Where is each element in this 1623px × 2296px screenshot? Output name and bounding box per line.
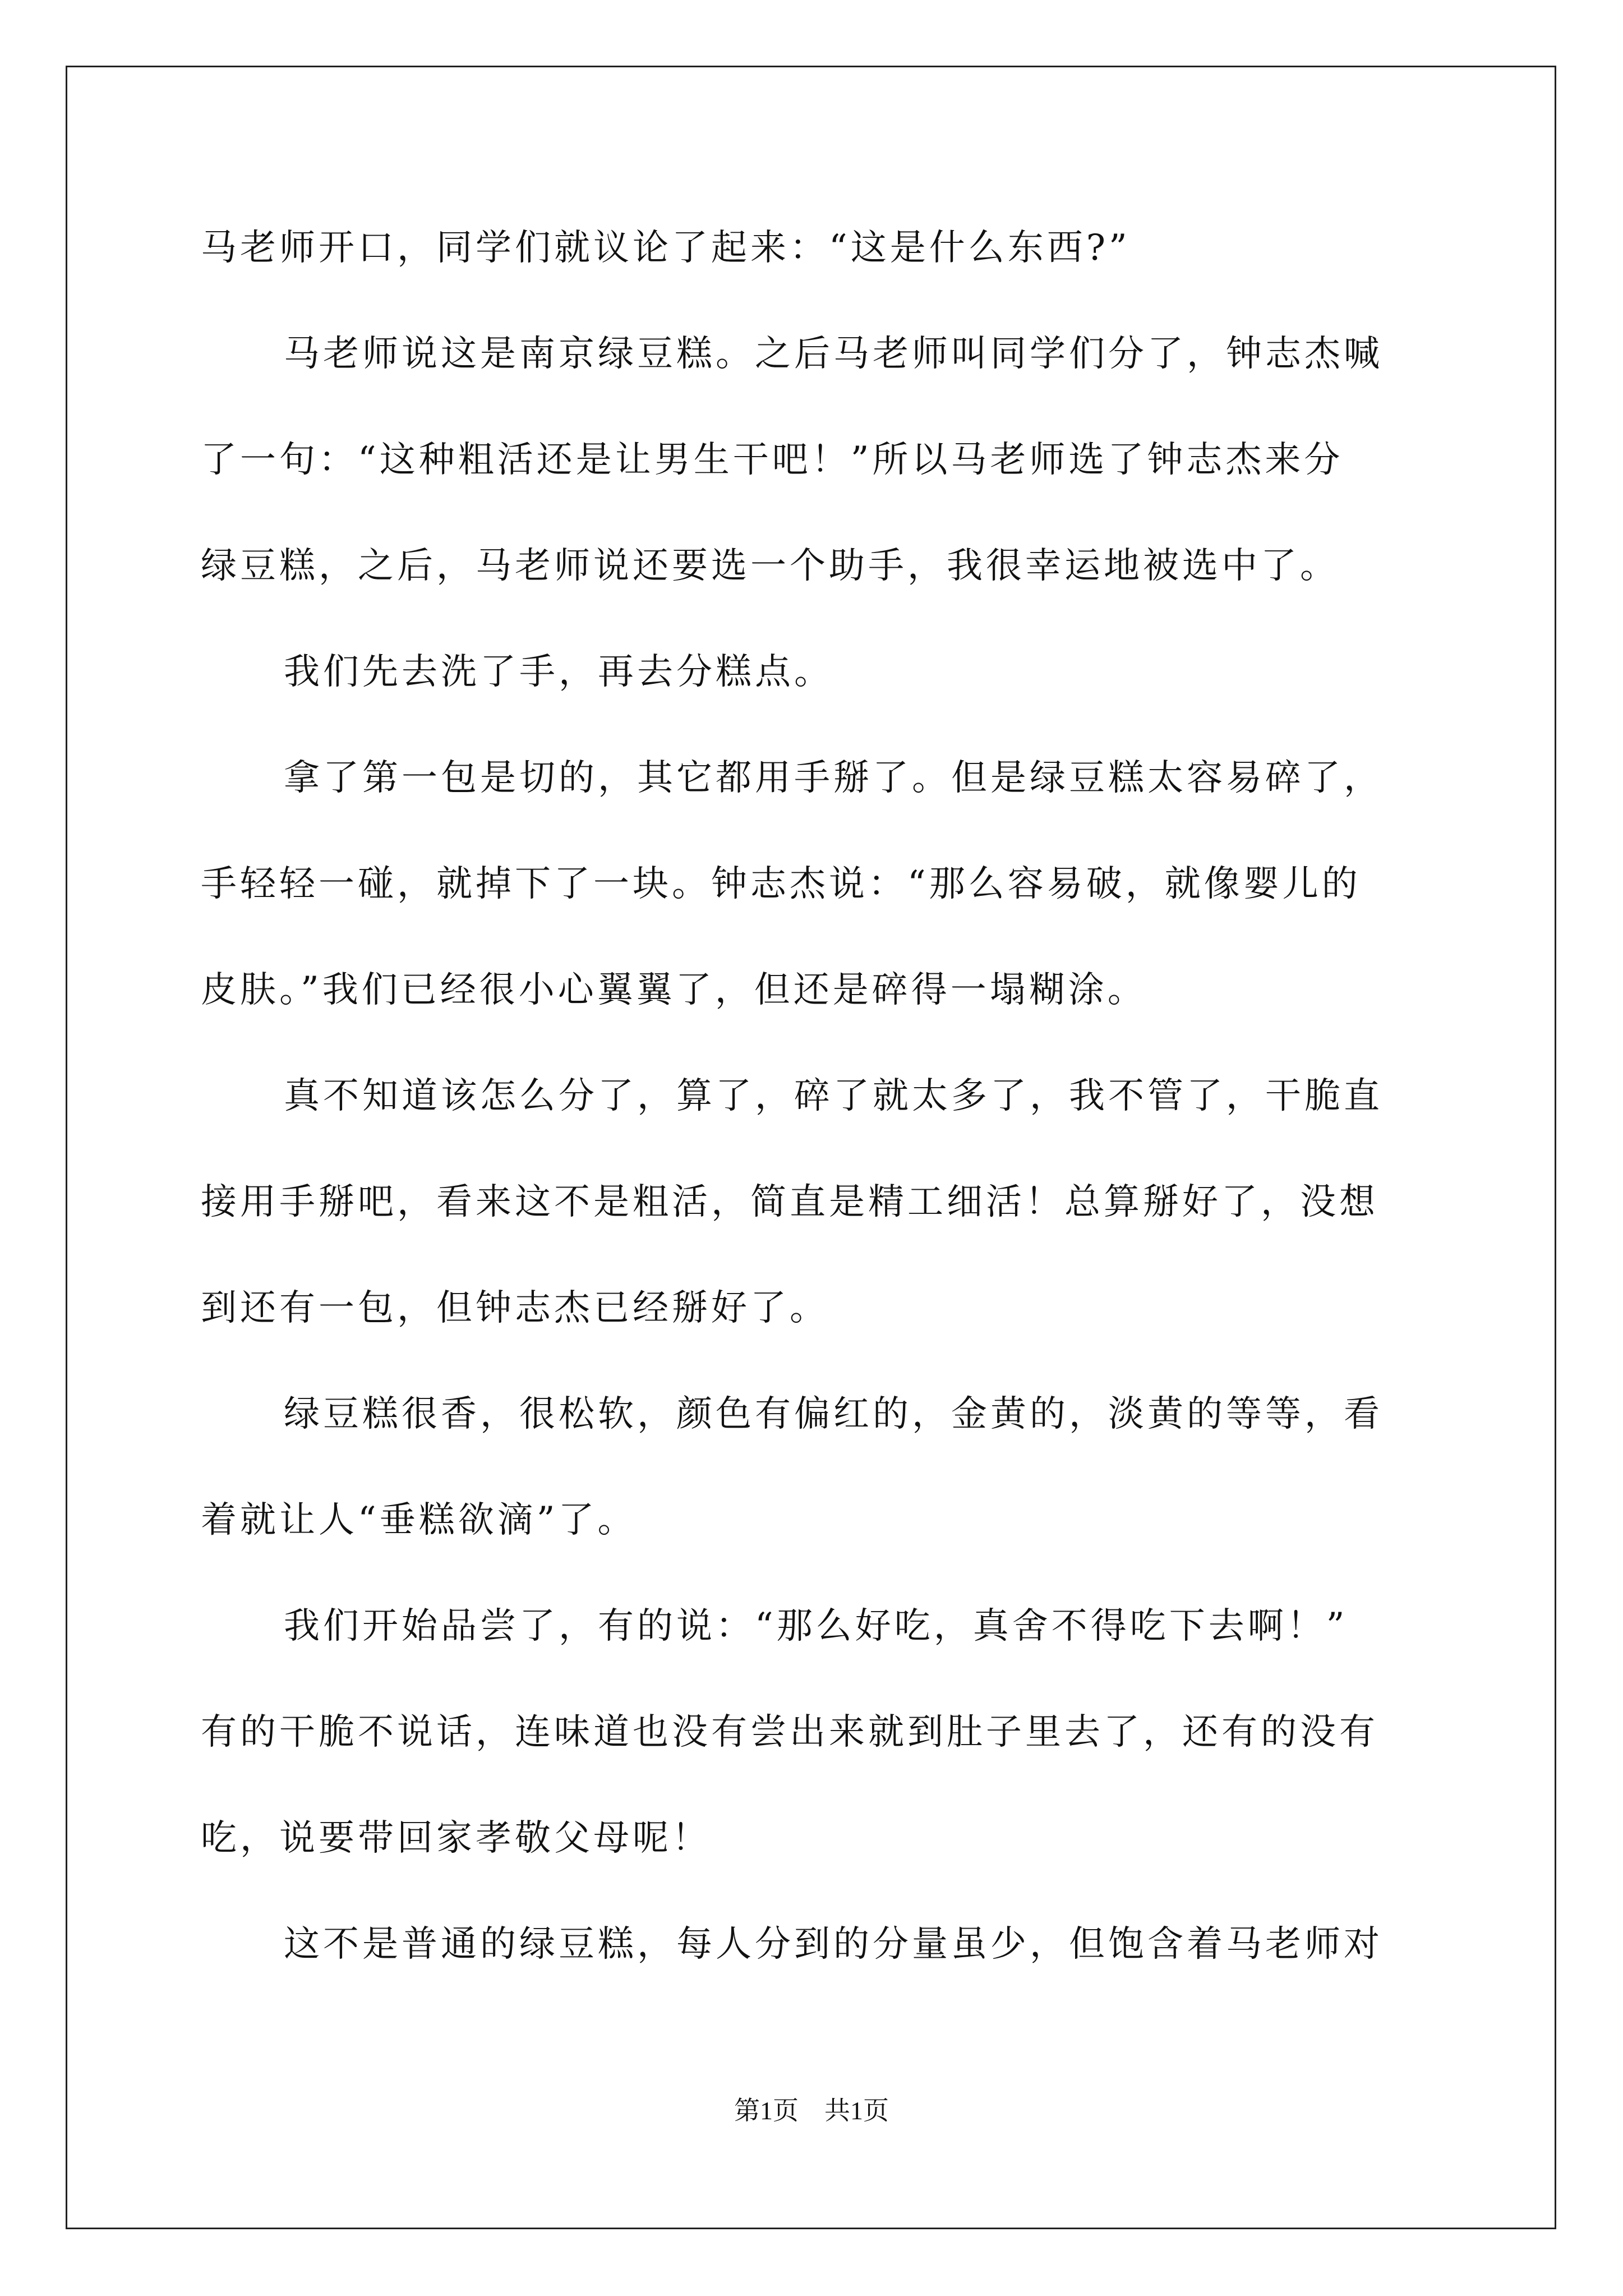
paragraph-start-line: 绿豆糕很香，很松软，颜色有偏红的，金黄的，淡黄的等等，看 [284,1393,1383,1435]
paragraph-start-line: 真不知道该怎么分了，算了，碎了就太多了，我不管了，干脆直 [284,1075,1383,1117]
paragraph-start-line: 我们开始品尝了，有的说：“那么好吃，真舍不得吃下去啊！” [284,1605,1348,1647]
text-line: 着就让人“垂糕欲滴”了。 [201,1499,637,1541]
paragraph-start-line: 马老师说这是南京绿豆糕。之后马老师叫同学们分了，钟志杰喊 [284,333,1383,375]
text-line: 吃，说要带回家孝敬父母呢！ [201,1818,711,1859]
text-line: 了一句：“这种粗活还是让男生干吧！”所以马老师选了钟志杰来分 [201,439,1344,481]
text-line: 接用手掰吧，看来这不是粗活，简直是精工细活！总算掰好了，没想 [201,1181,1378,1223]
text-line: 马老师开口，同学们就议论了起来：“这是什么东西?” [201,227,1131,269]
page-footer [0,2090,1623,2127]
document-body [201,195,1435,1998]
text-line: 到还有一包，但钟志杰已经掰好了。 [201,1287,829,1329]
text-line: 皮肤。”我们已经很小心翼翼了，但还是碎得一塌糊涂。 [201,969,1147,1011]
paragraph-start-line: 我们先去洗了手，再去分糕点。 [284,651,833,693]
paragraph-start-line: 这不是普通的绿豆糕，每人分到的分量虽少，但饱含着马老师对 [284,1924,1383,1965]
page-number-total: 共1页 [824,2096,889,2125]
text-line: 绿豆糕，之后，马老师说还要选一个助手，我很幸运地被选中了。 [201,545,1339,587]
text-line: 手轻轻一碰，就掉下了一块。钟志杰说：“那么容易破，就像婴儿的 [201,863,1361,905]
page-number-current: 第1页 [734,2096,799,2125]
text-line: 有的干脆不说话，连味道也没有尝出来就到肚子里去了，还有的没有 [201,1711,1378,1753]
paragraph-start-line: 拿了第一包是切的，其它都用手掰了。但是绿豆糕太容易碎了， [284,757,1383,799]
